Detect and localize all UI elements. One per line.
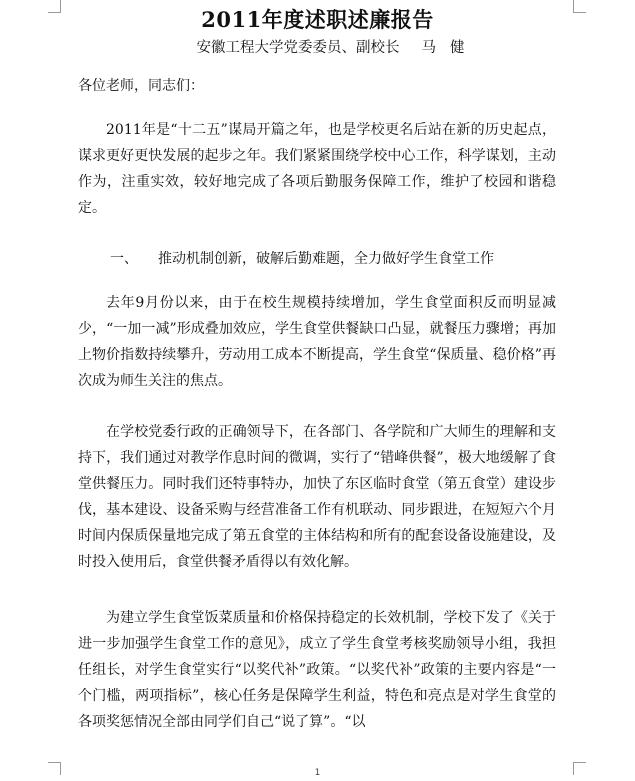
paragraph-intro: 2011年是“十二五”谋局开篇之年，也是学校更名后站在新的历史起点，谋求更好更快发展的起步之年。我们紧紧围绕学校中心工作，科学谋划，主动作为，注重实效，较好地完成了各项后勤服务保障工作，维护了校园和谐稳定。 — [78, 122, 556, 216]
greeting: 各位老师，同志们： — [78, 78, 204, 94]
section-heading — [110, 248, 494, 268]
author-line — [0, 36, 635, 57]
document-title: 2011年度述职述廉报告 — [201, 7, 434, 32]
author-position: 安徽工程大学党委委员、副校长 — [196, 40, 400, 56]
paragraph-cafeteria-pressure: 去年9月份以来，由于在校生规模持续增加，学生食堂面积反而明显减少，“一加一减”形成叠加效应，学生食堂供餐缺口凸显，就餐压力骤增；再加上物价指数持续攀升，劳动用工成本不断提高，学生食堂“保质量、稳价格”再次成为师生关注的焦点。 — [78, 295, 556, 389]
paragraph-incentive-policy: 为建立学生食堂饭菜质量和价格保持稳定的长效机制，学校下发了《关于进一步加强学生食堂工作的意见》，成立了学生食堂考核奖励领导小组，我担任组长，对学生食堂实行“以奖代补”政策。“以奖代补”政策的主要内容是“一个门槛，两项指标”，核心任务是保障学生利益，特色和亮点是对学生食堂的各项奖惩情况全部由同学们自己“说了算”。“以 — [78, 610, 556, 730]
section-heading-number: 一、 — [110, 251, 138, 267]
page-number: 1 — [314, 768, 321, 778]
paragraph-leadership-support: 在学校党委行政的正确领导下，在各部门、各学院和广大师生的理解和支持下，我们通过对教学作息时间的微调，实行了“错峰供餐”，极大地缓解了食堂供餐压力。同时我们还特事特办，加快了东区临时食堂（第五食堂）建设步伐，基本建设、设备采购与经营准备工作有机联动、同步跟进，在短短六个月时间内保质保量地完成了第五食堂的主体结构和所有的配套设备设施建设，及时投入使用后，食堂供餐矛盾得以有效化解。 — [78, 424, 556, 570]
section-heading-text: 推动机制创新，破解后勤难题，全力做好学生食堂工作 — [158, 251, 494, 267]
author-name: 马健 — [421, 40, 479, 56]
